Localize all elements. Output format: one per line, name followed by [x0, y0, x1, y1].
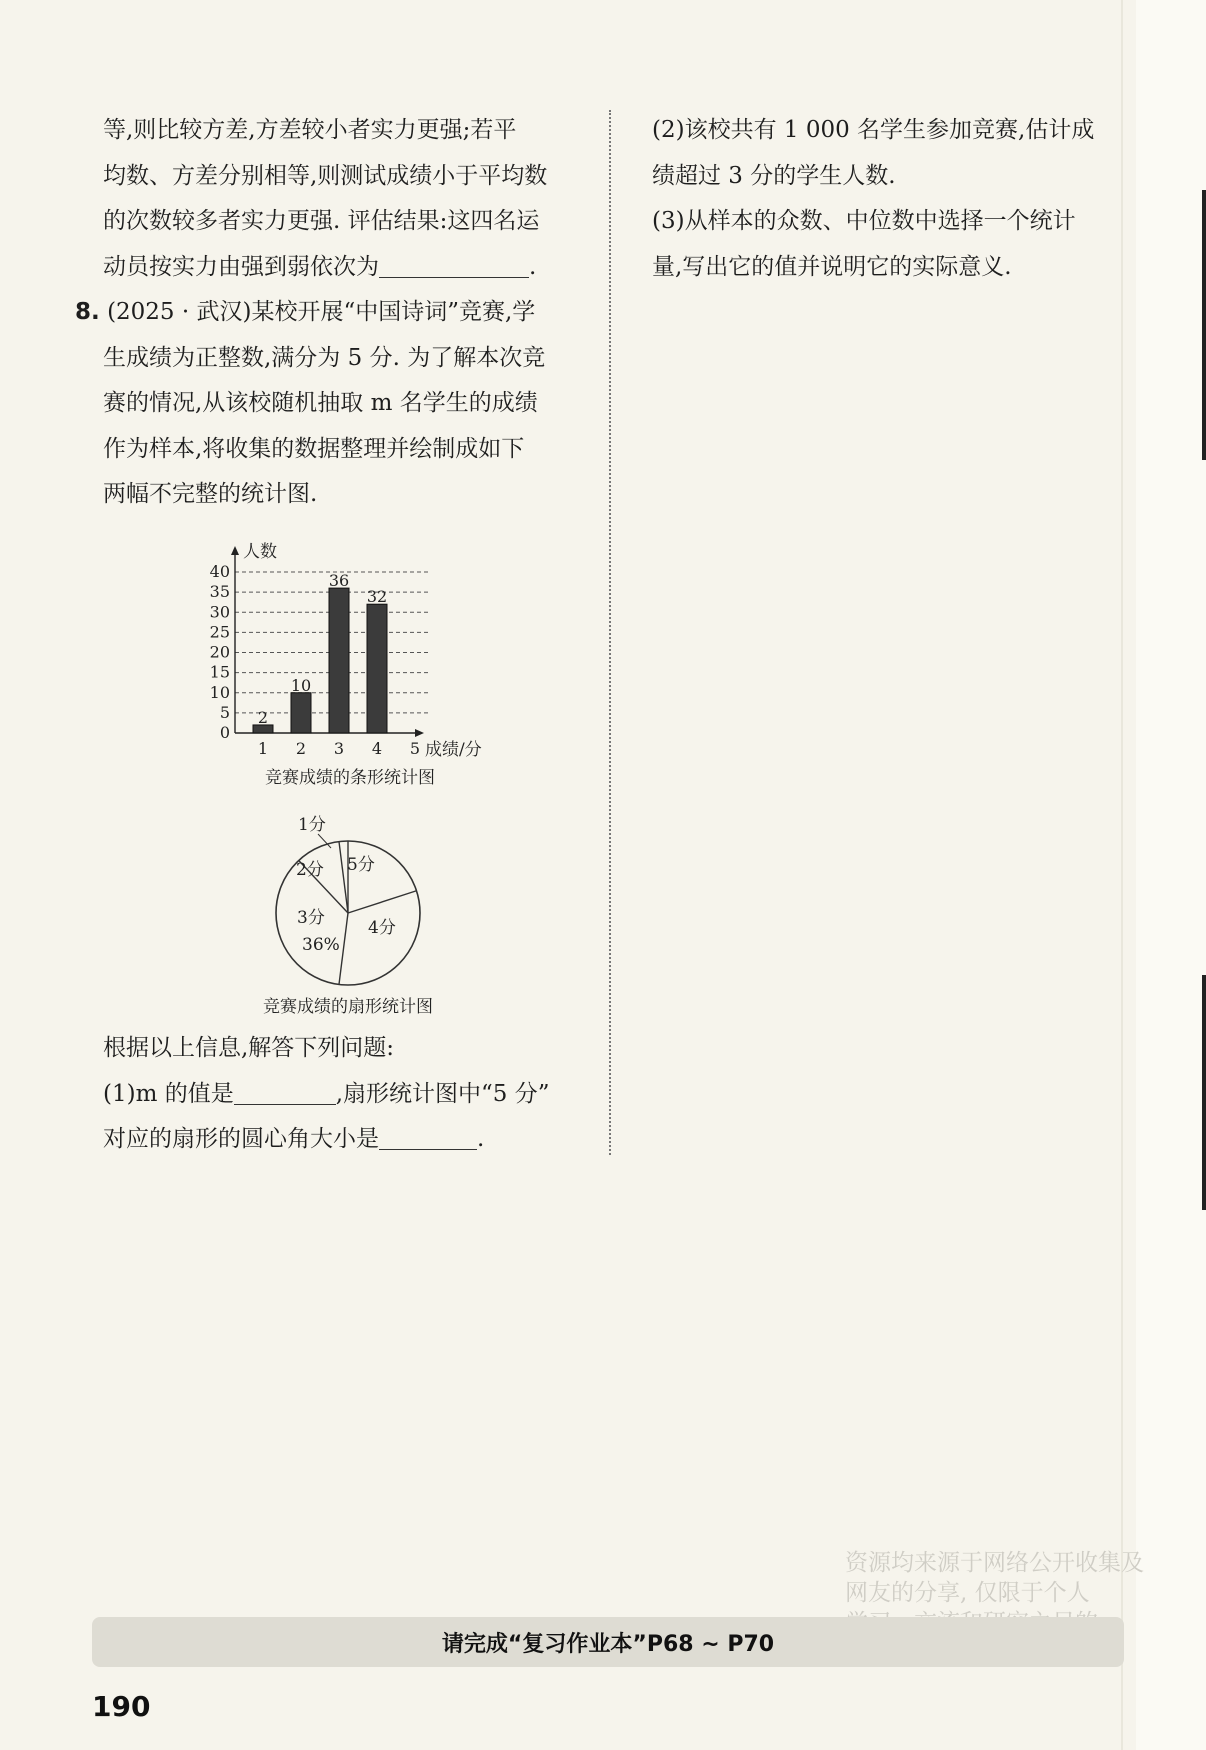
bar-ytick-label: 30: [209, 602, 230, 622]
text-line: 均数、方差分别相等,则测试成绩小于平均数: [103, 162, 548, 189]
bar-ytick-label: 25: [209, 622, 230, 642]
bar-ytick-label: 5: [219, 702, 230, 722]
text-line: 绩超过 3 分的学生人数.: [652, 162, 896, 189]
text-line: (2)该校共有 1 000 名学生参加竞赛,估计成: [652, 117, 1095, 143]
footer-bar: [92, 1617, 1124, 1667]
text-segment: (1)m 的值是: [103, 1080, 234, 1107]
text-line: [75, 1072, 595, 1118]
page-number: 190: [92, 1690, 151, 1723]
bar-chart-ylabel: 人数: [243, 542, 277, 562]
text-line: 赛的情况,从该校随机抽取 m 名学生的成绩: [103, 390, 538, 416]
answer-blank[interactable]: [234, 1078, 336, 1105]
text-line: 作为样本,将收集的数据整理并绘制成如下: [103, 435, 525, 462]
bar-y-axis-arrow: [231, 546, 239, 555]
pie-label-2: 2分: [296, 860, 324, 880]
instructions: 根据以上信息,解答下列问题:: [103, 1035, 395, 1061]
footer-text: 请完成“复习作业本”P68 ~ P70: [441, 1631, 775, 1657]
bar-xtick-label: 5: [409, 739, 421, 758]
bar-chart: [195, 535, 515, 795]
left-column-lower: [75, 1026, 595, 1163]
text-line: 量,写出它的值并说明它的实际意义.: [652, 253, 1012, 280]
question-8-line: [75, 290, 595, 336]
bar-ytick-label: 0: [219, 723, 230, 742]
pie-chart-title: 竞赛成绩的扇形统计图: [263, 997, 433, 1017]
pie-label-3: 3分: [297, 908, 325, 928]
bar-data-label: 32: [366, 587, 388, 607]
pie-percent-label: 36%: [302, 935, 340, 955]
text-segment: ,扇形统计图中“5 分”: [335, 1080, 550, 1107]
bar-xtick-label: 2: [295, 739, 307, 758]
left-column: [75, 108, 595, 518]
bar-ytick-label: 15: [209, 662, 230, 682]
bar-xtick-label: 4: [371, 739, 383, 758]
bar: [329, 588, 349, 733]
pie-chart: [220, 808, 460, 1018]
text-line: 两幅不完整的统计图.: [103, 481, 318, 507]
bar-xtick-label: 3: [333, 739, 345, 758]
answer-blank[interactable]: [379, 251, 529, 278]
watermark-line: 资源均来源于网络公开收集及: [845, 1550, 1144, 1576]
bar-chart-xlabel: 成绩/分: [425, 740, 482, 760]
bar-data-label: 10: [290, 675, 312, 695]
text-segment: (2025 · 武汉)某校开展“中国诗词”竞赛,学: [107, 299, 536, 325]
page-tab-mark: [1202, 975, 1206, 1210]
pie-label-5: 5分: [347, 855, 375, 875]
answer-blank[interactable]: [379, 1123, 477, 1150]
text-line: 的次数较多者实力更强. 评估结果:这四名运: [103, 208, 540, 234]
watermark-line: 网友的分享, 仅限于个人: [845, 1580, 1090, 1606]
text-line: 等,则比较方差,方差较小者实力更强;若平: [103, 117, 517, 143]
bar-data-label: 36: [328, 571, 350, 591]
text-segment: .: [477, 1126, 485, 1152]
bar: [291, 693, 311, 733]
pie-label-4: 4分: [368, 918, 396, 938]
text-line: 动员按实力由强到弱依次为 .: [75, 245, 595, 291]
text-line: 生成绩为正整数,满分为 5 分. 为了解本次竞: [103, 344, 546, 371]
right-column: [652, 108, 1132, 290]
bar-chart-title: 竞赛成绩的条形统计图: [265, 768, 435, 788]
bar-ytick-label: 10: [209, 682, 230, 702]
bar-ytick-label: 40: [209, 562, 230, 581]
pie-slice-boundary: [348, 891, 416, 913]
text-segment: 动员按实力由强到弱依次为: [103, 253, 379, 280]
text-line: [75, 1117, 595, 1163]
pie-slice-boundary: [339, 842, 348, 913]
text-segment: 对应的扇形的圆心角大小是: [103, 1126, 379, 1152]
bar-ytick-label: 35: [209, 582, 230, 602]
page-tab-mark: [1202, 190, 1206, 460]
column-divider: [609, 110, 611, 1155]
bar-data-label: 2: [257, 707, 269, 727]
bar-xtick-label: 1: [257, 739, 269, 758]
bar-ytick-label: 20: [209, 642, 230, 662]
pie-slice-boundary: [339, 913, 348, 984]
bar: [367, 604, 387, 733]
bar-x-axis-arrow: [415, 729, 424, 737]
page-edge-strip: [1136, 0, 1206, 1750]
question-number: 8.: [75, 299, 100, 325]
text-line: (3)从样本的众数、中位数中选择一个统计: [652, 208, 1076, 234]
pie-label-1: 1分: [298, 815, 326, 835]
